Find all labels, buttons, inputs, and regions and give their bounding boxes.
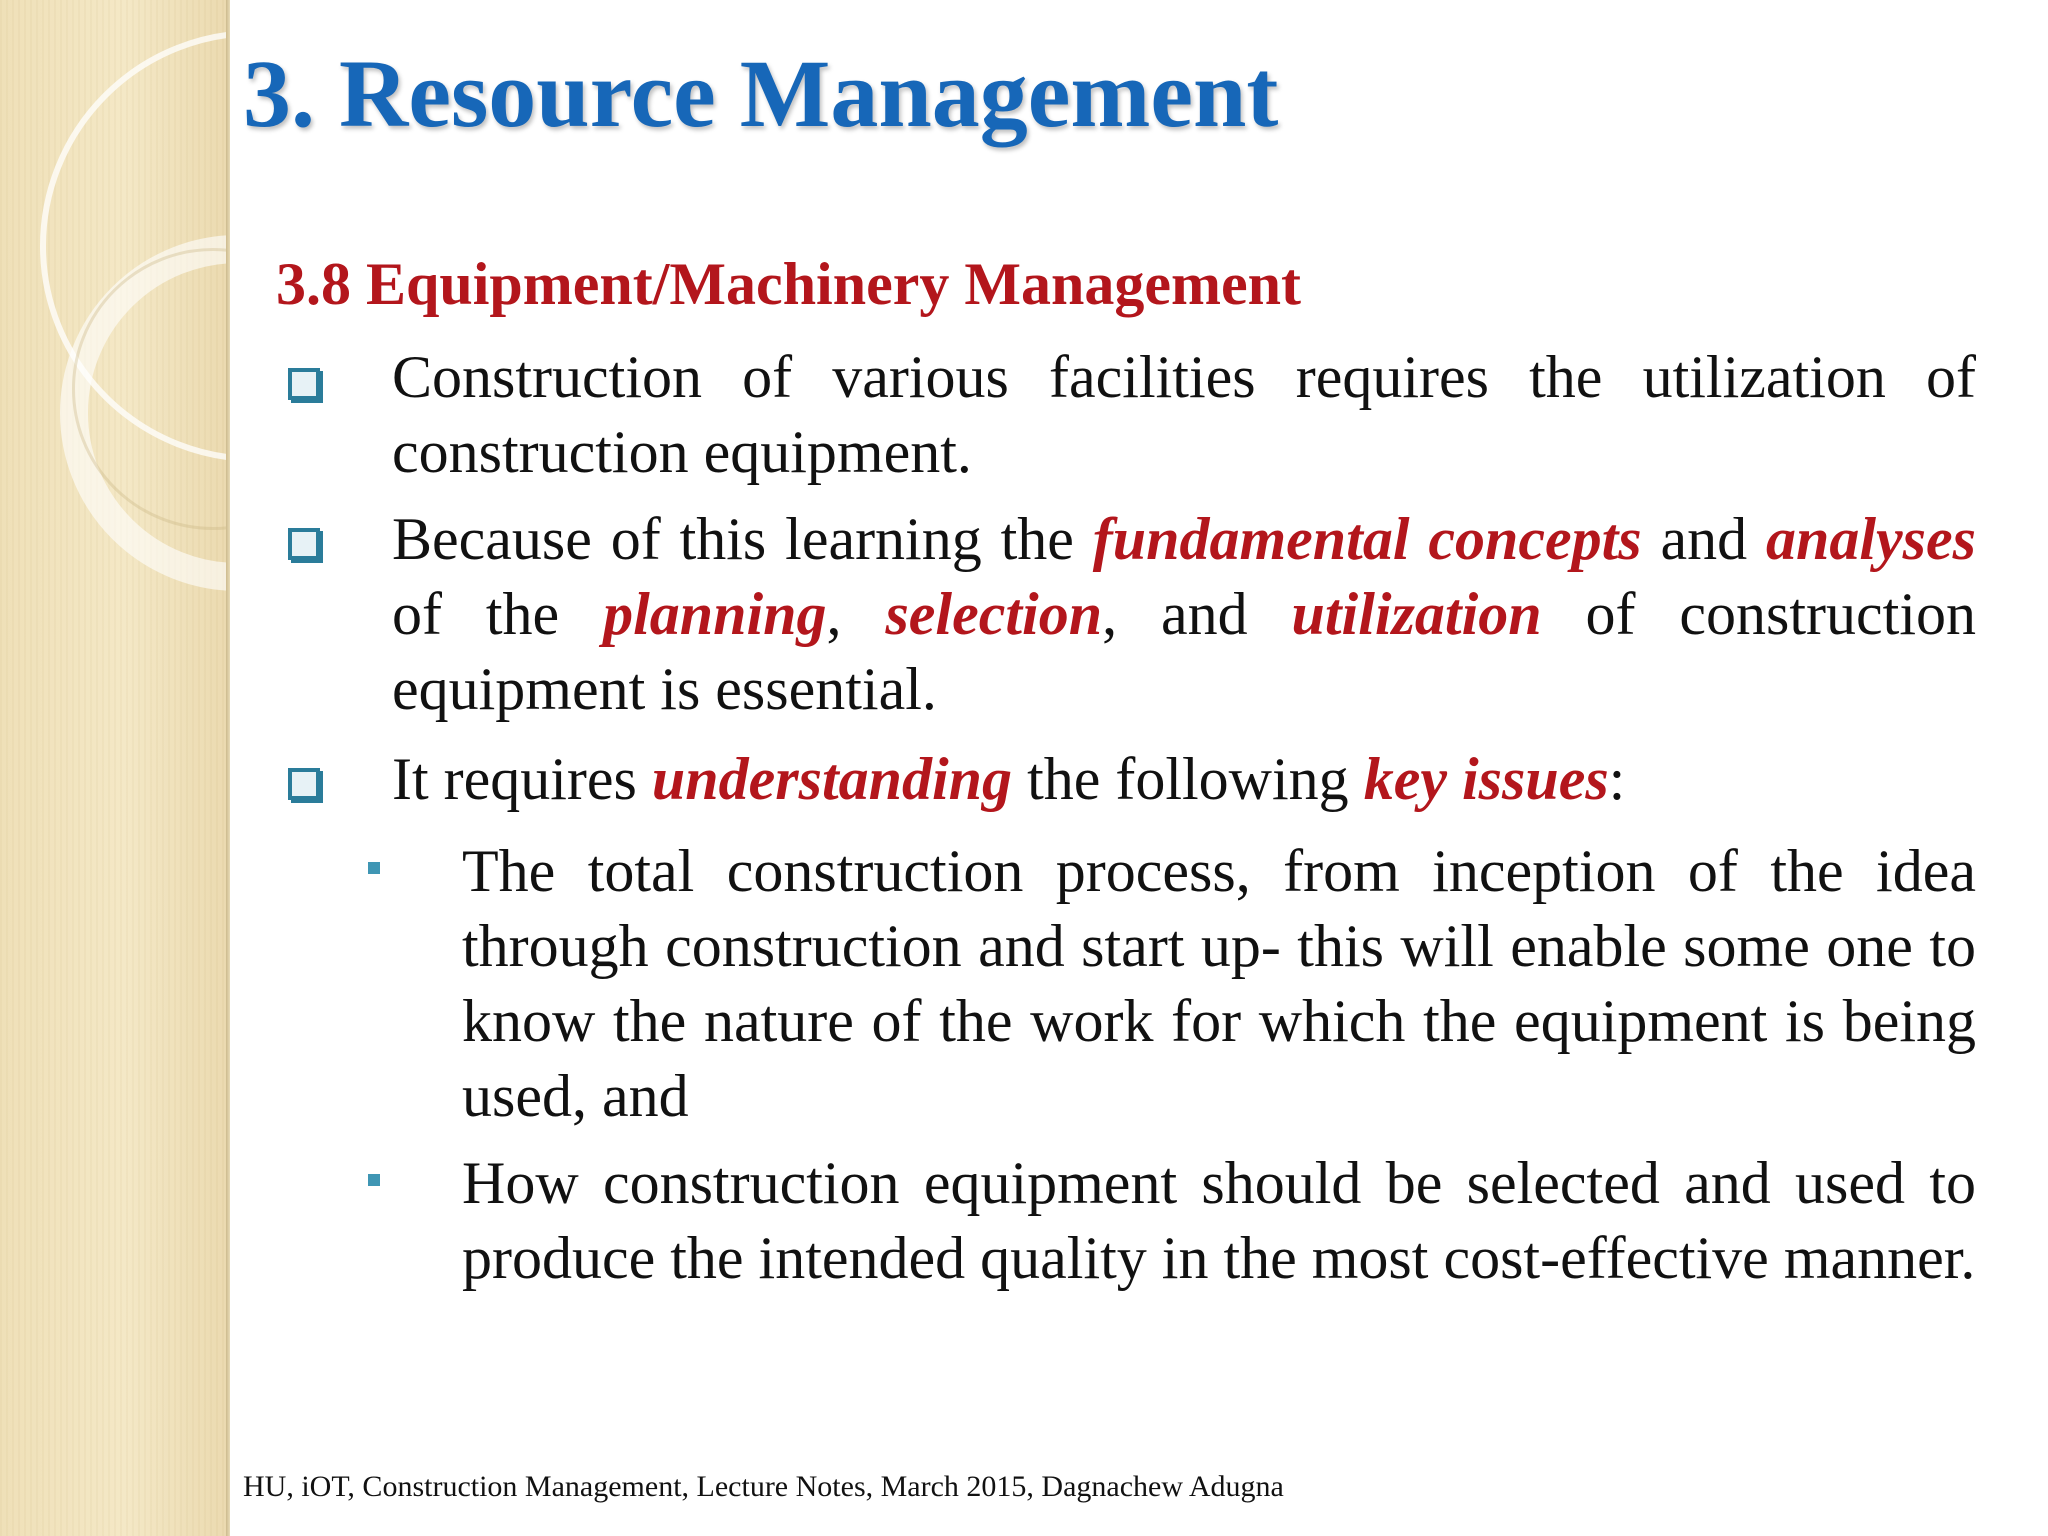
- bullet-item: [392, 340, 1976, 490]
- bullet-text: Because of this learning the: [392, 506, 1093, 572]
- checkbox-square-icon: [288, 528, 320, 560]
- sub-bullet-item: [462, 834, 1976, 1134]
- decorative-sidebar: [0, 0, 228, 1536]
- bullet-text: ,: [826, 581, 886, 647]
- small-square-icon: [368, 862, 380, 874]
- highlight-term: understanding: [651, 746, 1013, 812]
- bullet-item: [392, 502, 1976, 727]
- small-square-icon: [368, 1174, 380, 1186]
- section-heading: 3.8 Equipment/Machinery Management: [276, 251, 1301, 317]
- bullet-text: of construction equipment is essential.: [392, 581, 1977, 722]
- sub-bullet-text: How construction equipment should be selected and used to produce the intended quality in the most cost-effective manner.: [462, 1150, 1976, 1291]
- sub-bullet-text: The total construction process, from inception of the idea through construction and start up- this will enable some one to know the nature of the work for which the equipment is being used, and: [462, 838, 1976, 1129]
- highlight-term: utilization: [1291, 581, 1542, 647]
- bullet-text: Construction of various facilities requires the utilization of construction equipment.: [392, 344, 1976, 485]
- bullet-text: the following: [1012, 746, 1364, 812]
- slide-footer: HU, iOT, Construction Management, Lecture Notes, March 2015, Dagnachew Adugna: [243, 1470, 1284, 1503]
- bullet-item: [392, 742, 1976, 817]
- bullet-text: of the: [392, 581, 604, 647]
- checkbox-square-icon: [288, 368, 320, 400]
- bullet-text: and: [1641, 506, 1766, 572]
- slide-title: 3. Resource Management: [243, 40, 1279, 147]
- bullet-text: , and: [1102, 581, 1292, 647]
- bullet-text: It requires: [392, 746, 652, 812]
- bullet-text: :: [1608, 746, 1626, 812]
- checkbox-square-icon: [288, 768, 320, 800]
- highlight-term: key issues: [1363, 746, 1609, 812]
- highlight-term: fundamental concepts: [1092, 506, 1642, 572]
- highlight-term: planning: [603, 581, 827, 647]
- sub-bullet-item: [462, 1146, 1976, 1296]
- highlight-term: analyses: [1766, 506, 1976, 572]
- highlight-term: selection: [885, 581, 1103, 647]
